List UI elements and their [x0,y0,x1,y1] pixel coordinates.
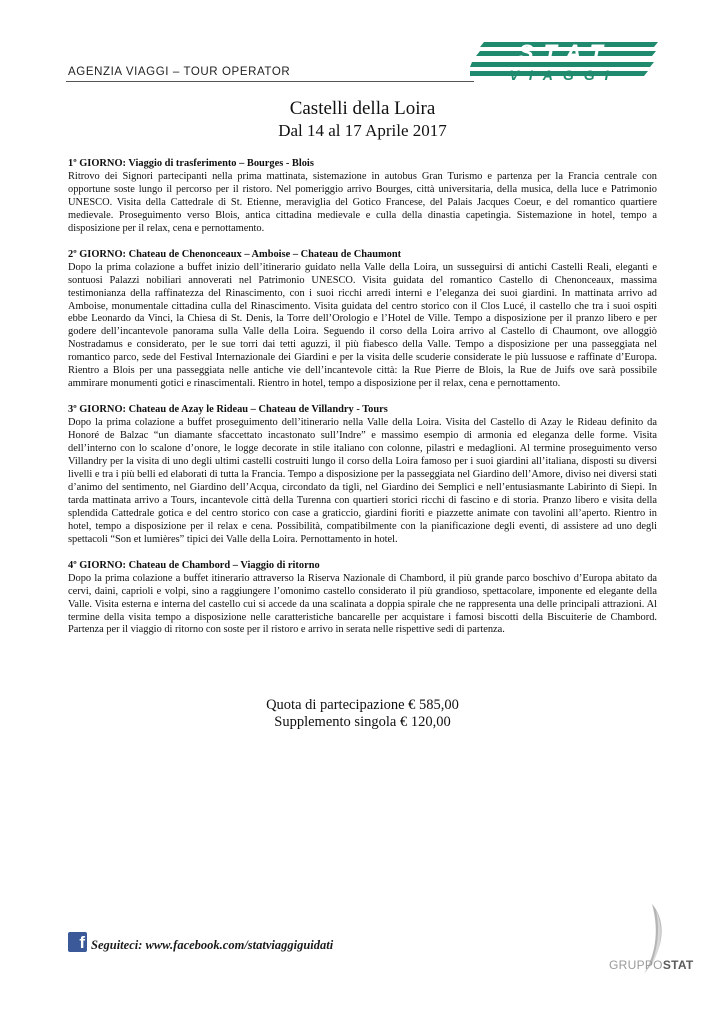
logo-stat-text: STAT [518,40,614,65]
day-title: 1º GIORNO: Viaggio di trasferimento – Bourges - Blois [68,158,314,169]
day-description: Dopo la prima colazione a buffet inizio dell’itinerario guidato nella Valle della Loira, un susseguirsi di antichi Castelli Reali, eleganti e sontuosi Palazzi nobiliari annoverati nel Patrimonio UNESCO. Visita guidata del romantico Castello di Chenonceaux, massima testimonianza della raffinatezza del Rinascimento, con i suoi ricchi arredi interni e l’eleganza dei suoi giardini. In mattinata arrivo ad Amboise, monumentale cittadina culla del Rinascimento. Visita guidata del centro storico con il Clos Lucé, il castello che tra i suoi ospiti ebbe Leonardo da Vinci, la Chiesa di St. Denis, la Torre dell’Orologio e l’Hotel de Ville. Tempo a disposizione per il pranzo libero e per godere dell’incantevole panorama sulla Valle della Loira. Seguendo il corso della Loira arrivo al Castello di Chaumont, ove alloggiò Nostradamus e considerato, per le sue torri dai tetti aguzzi, il più fiabesco della Valle. Tempo a disposizione per una passeggiata nel romantico parco, sede del Festival Internazionale dei Giardini e per la visita delle scuderie considerate le più lussuose e raffinate d’Europa. Rientro a Blois per una passeggiata nelle antiche vie dell’incantevole città: la Rue Pierre de Blois, la Rue de Juifs ove sarà possibile ammirare monumenti gotici e rinascimentali. Rientro in hotel, tempo a disposizione per il relax, cena e pernottamento. [68,261,657,390]
day-title: 3º GIORNO: Chateau de Azay le Rideau – Chateau de Villandry - Tours [68,404,388,416]
itinerary-day-2 [68,249,657,391]
gruppo-text-part: GRUPPO [609,958,663,972]
day-description: Ritrovo dei Signori partecipanti nella prima mattinata, sistemazione in autobus Gran Turismo e partenza per la Francia centrale con opportune soste lungo il percorso per il ristoro. Nel pomeriggio arrivo Bourges, città universitaria, della musica, della luce e Patrimonio UNESCO. Visita della Cattedrale di St. Etienne, meraviglia del Gotico Francese, del Palais Jacques Coeur, e del romantico quartiere medievale. Proseguimento verso Blois, antica cittadina medievale e culla della dinastia capetingia. Sistemazione in hotel, tempo a disposizione per il relax, cena e pernottamento. [68,170,657,234]
document-heading [0,98,725,142]
day-description: Dopo la prima colazione a buffet itinerario attraverso la Riserva Nazionale di Chambord, il più grande parco boschivo d’Europa abitato da cervi, daini, caprioli e volpi, sino a raggiungere l’omonimo castello considerato il più grandioso, spettacolare, imponente ed elegante della Valle. Visita esterna e interna del castello cui si accede da una scalinata a doppia spirale che ne rappresenta una delle principali attrazioni. Al termine della visita tempo a disposizione nelle caratteristiche bancarelle per acquistare i famosi biscotti della Biscuiterie de Chambord. Partenza per il viaggio di ritorno con soste per il ristoro e arrivo in serata nelle rispettive sedi di partenza. [68,572,657,636]
itinerary-day-3 [68,404,657,546]
gruppo-stat-logo [600,900,710,980]
stat-viaggi-logo [470,38,660,82]
logo-viaggi-text: VIAGGI [509,67,619,82]
itinerary-day-4 [68,560,657,638]
page-title: Castelli della Loira [289,98,436,119]
facebook-link[interactable]: Seguiteci: www.facebook.com/statviaggiguidati [91,938,334,952]
day-title: 4º GIORNO: Chateau de Chambord – Viaggio di ritorno [68,559,320,571]
itinerary-day-1 [68,158,657,236]
header-divider [66,81,474,82]
pricing-block [0,697,725,731]
stat-text-part: STAT [662,958,694,972]
day-description: Dopo la prima colazione a buffet proseguimento dell’itinerario nella Valle della Loira. Visita del Castello di Azay le Rideau definito da Honoré de Balzac “un diamante sfaccettato incastonato sull’Indre” e massimo esempio di armonia ed eleganza delle forme. Visita dell’interno con lo scalone d’onore, le logge decorate in stile italiano con colonne, pilastri e medaglioni. Al termine proseguimento verso Villandry per la visita di uno degli ultimi castelli costruiti lungo il corso della Loira famoso per i suoi giardini all’italiana, disposti su diversi livelli e tra i più belli ed elaborati di tutta la Francia. Tempo a disposizione per la passeggiata nel Giardino dell’Amore, diviso nei diversi stati d’animo del sentimento, nel Giardino dell’Acqua, circondato da tigli, nel Giardino dei Semplici e nell’entusiasmante Labirinto di Siepi. In tarda mattinata arrivo a Tours, incantevole città della Turenna con quartieri storici ricchi di fascino e di storia. Pranzo libero e visita della splendida Cattedrale gotica e del centro storico con case a graticcio, giardini fioriti e piazzette animate con tavolini all’aperto. Rientro in hotel, tempo a disposizione per il relax e cena. Possibilità, compatibilmente con la pianificazione degli eventi, di assistere ad uno degli spettacoli “Son et lumières” tipici dei Valle della Loira. Pernottamento in hotel. [68,417,657,545]
gruppo-stat-text [609,958,694,972]
itinerary [68,158,657,650]
page-subtitle: Dal 14 al 17 Aprile 2017 [278,121,447,140]
agency-tagline: AGENZIA VIAGGI – TOUR OPERATOR [68,66,291,78]
facebook-icon[interactable]: f [68,932,87,952]
price-quota: Quota di partecipazione € 585,00 [266,697,459,713]
price-single-supplement: Supplemento singola € 120,00 [274,714,451,730]
day-title: 2º GIORNO: Chateau de Chenonceaux – Amboise – Chateau de Chaumont [68,248,402,260]
